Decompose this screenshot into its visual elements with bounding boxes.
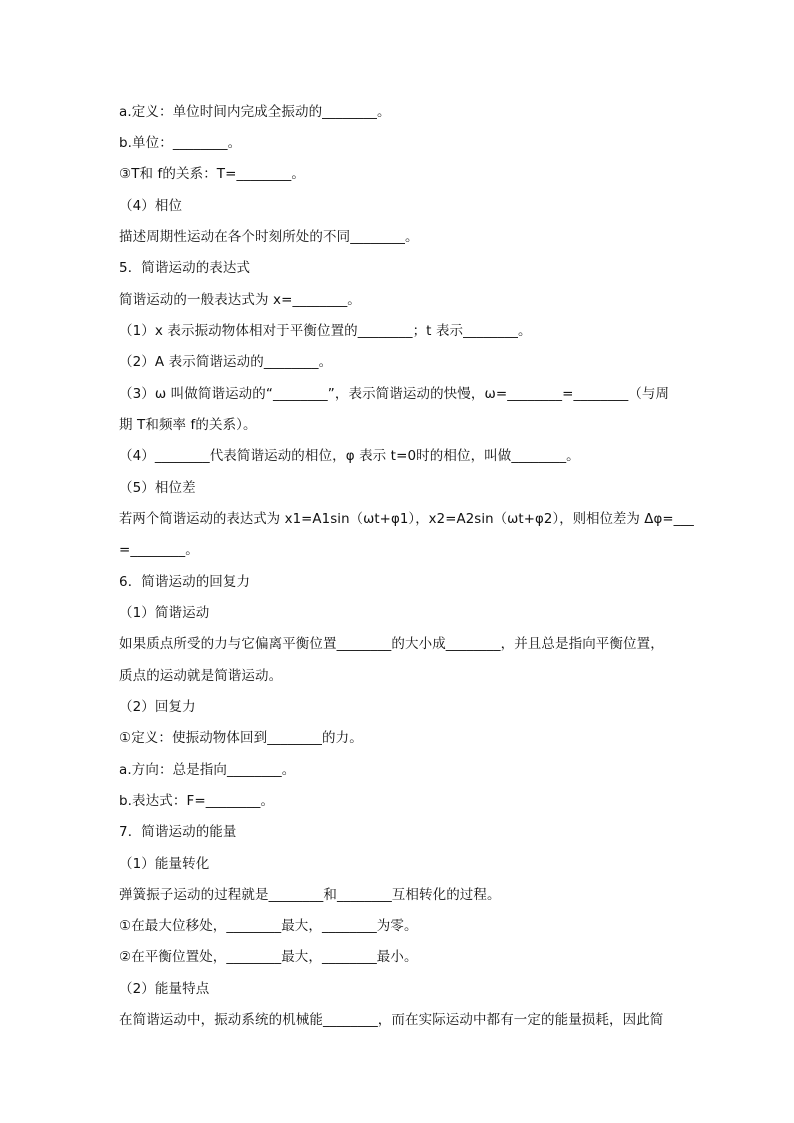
text-line: 描述周期性运动在各个时刻所处的不同________。 [119, 229, 419, 245]
text-line: 简谐运动的一般表达式为 x=________。 [119, 292, 361, 308]
text-line: （4）________代表简谐运动的相位，φ 表示 t=0时的相位，叫做________。 [119, 448, 580, 464]
section-heading: （1）简谐运动 [119, 605, 210, 621]
section-heading: （2）能量特点 [119, 981, 210, 997]
text-line: =________。 [119, 542, 199, 558]
text-line: 在简谐运动中，振动系统的机械能________，而在实际运动中都有一定的能量损耗，因此简 [119, 1012, 664, 1028]
section-heading: 5．简谐运动的表达式 [119, 260, 251, 276]
text-line: ①在最大位移处，________最大，________为零。 [119, 918, 418, 934]
text-line: 期 T和频率 f的关系）。 [119, 417, 257, 433]
section-heading: 6．简谐运动的回复力 [119, 574, 251, 590]
text-line: ①定义：使振动物体回到________的力。 [119, 730, 363, 746]
section-heading: （2）回复力 [119, 699, 196, 715]
text-line: 质点的运动就是简谐运动。 [119, 668, 283, 684]
text-line: a.定义：单位时间内完成全振动的________。 [119, 104, 391, 120]
text-line: b.表达式：F=________。 [119, 793, 275, 809]
text-line: 如果质点所受的力与它偏离平衡位置________的大小成________，并且总是指向平衡位置， [119, 636, 664, 652]
section-heading: 7．简谐运动的能量 [119, 824, 237, 840]
section-heading: （5）相位差 [119, 480, 196, 496]
text-line: （1）x 表示振动物体相对于平衡位置的________；t 表示________。 [119, 323, 532, 339]
text-line: 弹簧振子运动的过程就是________和________互相转化的过程。 [119, 887, 501, 903]
text-line: b.单位：________。 [119, 135, 242, 151]
text-line: （2）A 表示简谐运动的________。 [119, 354, 333, 370]
section-heading: （4）相位 [119, 198, 183, 214]
text-line: （3）ω 叫做简谐运动的“________”，表示简谐运动的快慢，ω=________=________（与周 [119, 386, 670, 402]
text-line: ③T和 f的关系：T=________。 [119, 166, 305, 182]
text-line: 若两个简谐运动的表达式为 x1=A1sin（ωt+φ1），x2=A2sin（ωt+φ2），则相位差为 Δφ=___ [119, 511, 694, 527]
text-line: ②在平衡位置处，________最大，________最小。 [119, 949, 418, 965]
text-line: a.方向：总是指向________。 [119, 762, 296, 778]
section-heading: （1）能量转化 [119, 856, 210, 872]
